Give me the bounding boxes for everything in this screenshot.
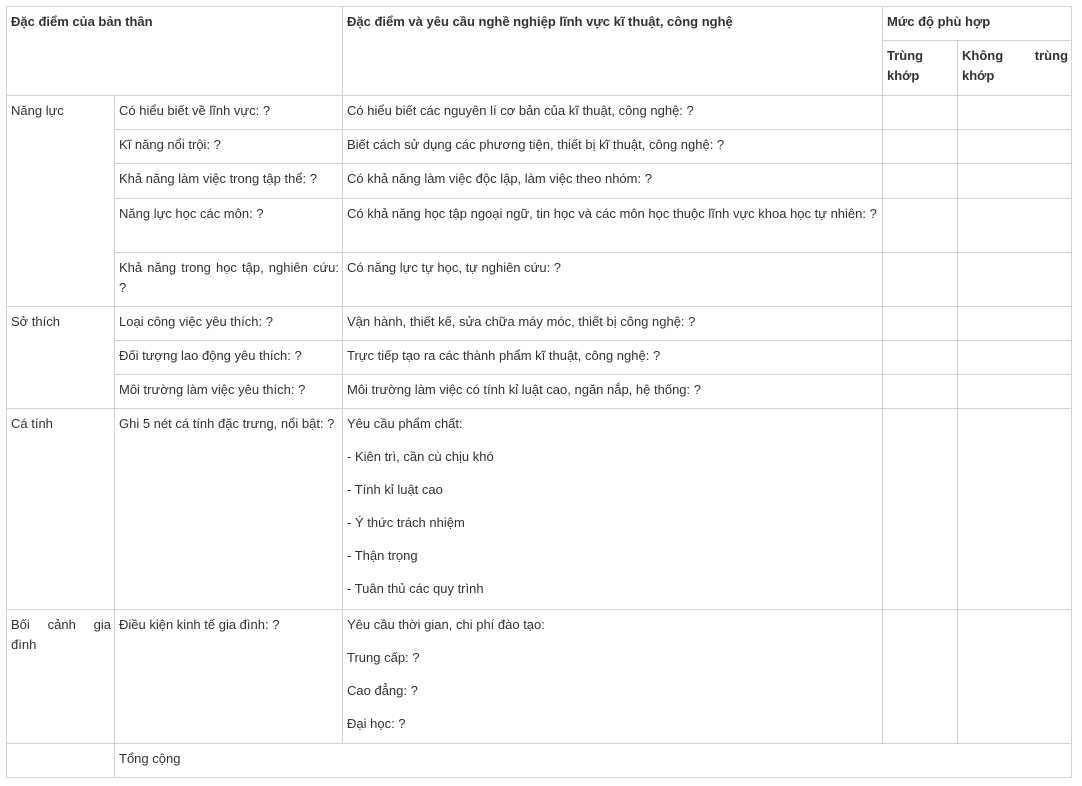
no-match-cell [958, 164, 1072, 199]
no-match-cell [958, 341, 1072, 375]
no-match-cell [958, 253, 1072, 307]
match-cell [883, 199, 958, 253]
table-row [7, 610, 1072, 744]
table-row [7, 96, 1072, 130]
self-cell: Khả năng trong học tập, nghiên cứu: ? [115, 253, 343, 307]
group-label-line1: Bối cảnh gia [11, 617, 111, 632]
career-line: Yêu cầu thời gian, chi phí đào tạo: [347, 617, 545, 632]
career-line: - Tính kỉ luật cao [347, 482, 443, 497]
match-cell [883, 409, 958, 610]
total-label: Tổng cộng [115, 744, 1072, 778]
match-cell [883, 164, 958, 199]
self-cell: Năng lực học các môn: ? [115, 199, 343, 253]
no-match-cell [958, 375, 1072, 409]
career-cell: Có hiểu biết các nguyên lí cơ bản của kĩ thuật, công nghệ: ? [343, 96, 883, 130]
group-label-line2: đình [11, 637, 37, 652]
career-cell: Có khả năng học tập ngoại ngữ, tin học và các môn học thuộc lĩnh vực khoa học tự nhiên: ? [343, 199, 883, 253]
no-match-cell [958, 130, 1072, 164]
no-match-cell [958, 199, 1072, 253]
career-line: Trung cấp: ? [347, 650, 420, 665]
career-cell: Có khả năng làm việc độc lập, làm việc theo nhóm: ? [343, 164, 883, 199]
self-cell: Ghi 5 nét cá tính đặc trưng, nổi bật: ? [115, 409, 343, 610]
career-cell: Trực tiếp tạo ra các thành phẩm kĩ thuật, công nghệ: ? [343, 341, 883, 375]
header-career-requirements: Đặc điểm và yêu cầu nghề nghiệp lĩnh vực kĩ thuật, công nghệ [343, 7, 883, 96]
table-row [7, 130, 1072, 164]
match-cell [883, 341, 958, 375]
header-self-traits: Đặc điểm của bản thân [7, 7, 343, 96]
header-no-match [958, 41, 1072, 96]
total-empty-cell [7, 744, 115, 778]
career-line: - Ý thức trách nhiệm [347, 515, 465, 530]
header-row [7, 7, 1072, 41]
career-cell: Biết cách sử dụng các phương tiện, thiết bị kĩ thuật, công nghệ: ? [343, 130, 883, 164]
match-cell [883, 307, 958, 341]
career-line: Đại học: ? [347, 716, 406, 731]
match-cell [883, 130, 958, 164]
career-cell: Môi trường làm việc có tính kỉ luật cao, ngăn nắp, hệ thống: ? [343, 375, 883, 409]
table-row [7, 199, 1072, 253]
career-cell: Vận hành, thiết kế, sửa chữa máy móc, thiết bị công nghệ: ? [343, 307, 883, 341]
self-cell: Đối tượng lao động yêu thích: ? [115, 341, 343, 375]
table-row [7, 341, 1072, 375]
career-line: - Tuân thủ các quy trình [347, 581, 484, 596]
group-label-interest: Sở thích [7, 307, 115, 409]
table-row [7, 253, 1072, 307]
header-match [883, 41, 958, 96]
self-cell: Có hiểu biết về lĩnh vực: ? [115, 96, 343, 130]
table-row [7, 375, 1072, 409]
career-cell [343, 610, 883, 744]
career-line: - Thận trọng [347, 548, 418, 563]
self-cell: Môi trường làm việc yêu thích: ? [115, 375, 343, 409]
no-match-cell [958, 610, 1072, 744]
group-label-personality: Cá tính [7, 409, 115, 610]
career-line: Cao đẳng: ? [347, 683, 418, 698]
table-row [7, 409, 1072, 610]
match-cell [883, 610, 958, 744]
table-row [7, 307, 1072, 341]
career-line: Yêu cầu phẩm chất: [347, 416, 463, 431]
table-row [7, 164, 1072, 199]
header-no-match-line1: Không trùng [962, 48, 1069, 63]
match-cell [883, 375, 958, 409]
career-cell [343, 409, 883, 610]
self-cell: Loại công việc yêu thích: ? [115, 307, 343, 341]
group-label-ability: Năng lực [7, 96, 115, 307]
header-match-line1: Trùng [887, 48, 924, 63]
total-row [7, 744, 1072, 778]
no-match-cell [958, 96, 1072, 130]
self-cell: Kĩ năng nổi trội: ? [115, 130, 343, 164]
header-match-line2: khớp [887, 68, 920, 83]
header-no-match-line2: khớp [962, 68, 995, 83]
career-line: - Kiên trì, cần cù chịu khó [347, 449, 494, 464]
group-label-family-context [7, 610, 115, 744]
header-fit-level: Mức độ phù hợp [883, 7, 1072, 41]
self-cell: Khả năng làm việc trong tập thể: ? [115, 164, 343, 199]
no-match-cell [958, 409, 1072, 610]
match-cell [883, 96, 958, 130]
match-cell [883, 253, 958, 307]
career-cell: Có năng lực tự học, tự nghiên cứu: ? [343, 253, 883, 307]
self-cell: Điều kiện kinh tế gia đình: ? [115, 610, 343, 744]
no-match-cell [958, 307, 1072, 341]
career-assessment-table [6, 6, 1072, 778]
